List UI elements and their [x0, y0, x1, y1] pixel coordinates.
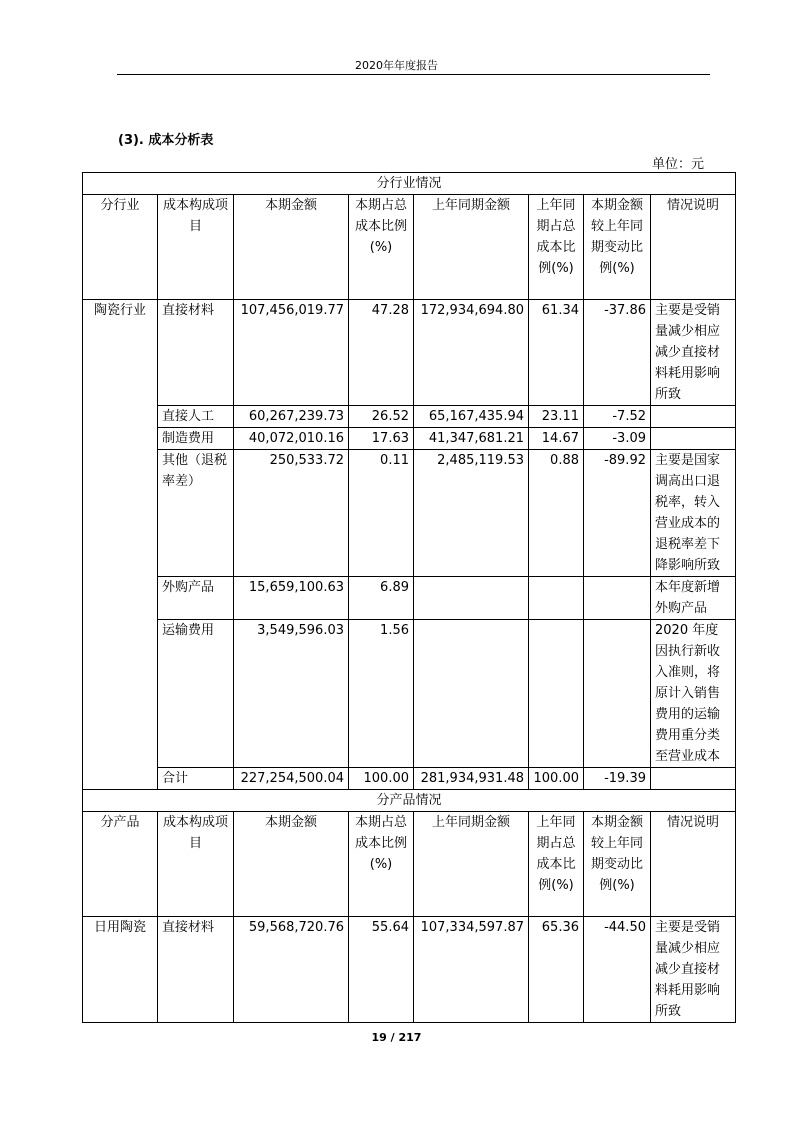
current-pct-cell: 55.64: [349, 917, 414, 1023]
current-amount-cell: 59,568,720.76: [234, 917, 349, 1023]
industry-band-row: [83, 173, 736, 195]
change-pct-cell: [584, 577, 651, 620]
header-cost-item: 成本构成项目: [158, 195, 234, 300]
prior-amount-cell: 281,934,931.48: [414, 768, 529, 790]
prior-amount-cell: 65,167,435.94: [414, 406, 529, 428]
prior-pct-cell: 65.36: [529, 917, 584, 1023]
cost-item-cell: 外购产品: [158, 577, 234, 620]
header-current-pct: 本期占总成本比例(%): [349, 195, 414, 300]
prior-amount-cell: 2,485,119.53: [414, 450, 529, 577]
change-pct-cell: -3.09: [584, 428, 651, 450]
current-pct-cell: 1.56: [349, 620, 414, 768]
table-row: [83, 450, 736, 577]
current-amount-cell: 40,072,010.16: [234, 428, 349, 450]
change-pct-cell: [584, 620, 651, 768]
note-cell: [651, 428, 736, 450]
header-row: [83, 812, 736, 917]
header-prior-amount: 上年同期金额: [414, 195, 529, 300]
current-pct-cell: 17.63: [349, 428, 414, 450]
change-pct-cell: -7.52: [584, 406, 651, 428]
header-product: 分产品: [83, 812, 158, 917]
cost-item-cell: 制造费用: [158, 428, 234, 450]
note-cell: 本年度新增外购产品: [651, 577, 736, 620]
product-band: 分产品情况: [83, 790, 736, 812]
prior-amount-cell: [414, 577, 529, 620]
cost-item-cell: 直接材料: [158, 300, 234, 406]
prior-pct-cell: 61.34: [529, 300, 584, 406]
header-industry: 分行业: [83, 195, 158, 300]
industry-band: 分行业情况: [83, 173, 736, 195]
table-row: [83, 300, 736, 406]
table-row: [83, 917, 736, 1023]
table-row: [83, 406, 736, 428]
change-pct-cell: -44.50: [584, 917, 651, 1023]
header-change-pct: 本期金额较上年同期变动比例(%): [584, 812, 651, 917]
current-amount-cell: 3,549,596.03: [234, 620, 349, 768]
note-cell: 主要是受销量减少相应减少直接材料耗用影响所致: [651, 300, 736, 406]
header-note: 情况说明: [651, 195, 736, 300]
change-pct-cell: -89.92: [584, 450, 651, 577]
current-pct-cell: 0.11: [349, 450, 414, 577]
header-current-amount: 本期金额: [234, 195, 349, 300]
current-amount-cell: 60,267,239.73: [234, 406, 349, 428]
header-prior-amount: 上年同期金额: [414, 812, 529, 917]
note-cell: [651, 768, 736, 790]
product-group-cell: 日用陶瓷: [83, 917, 158, 1023]
note-cell: 2020 年度因执行新收入准则，将原计入销售费用的运输费用重分类至营业成本: [651, 620, 736, 768]
header-divider: [117, 74, 710, 75]
note-cell: 主要是国家调高出口退税率，转入营业成本的退税率差下降影响所致: [651, 450, 736, 577]
header-row: [83, 195, 736, 300]
current-pct-cell: 100.00: [349, 768, 414, 790]
prior-pct-cell: [529, 577, 584, 620]
table-row: [83, 577, 736, 620]
change-pct-cell: -19.39: [584, 768, 651, 790]
page-header: 2020年年度报告: [355, 59, 438, 72]
prior-amount-cell: [414, 620, 529, 768]
current-pct-cell: 6.89: [349, 577, 414, 620]
cost-item-cell: 其他（退税率差）: [158, 450, 234, 577]
table-row: [83, 620, 736, 768]
header-prior-pct: 上年同期占总成本比例(%): [529, 195, 584, 300]
cost-analysis-table: [82, 172, 736, 1023]
header-current-pct: 本期占总成本比例(%): [349, 812, 414, 917]
table-row: [83, 768, 736, 790]
current-amount-cell: 250,533.72: [234, 450, 349, 577]
prior-pct-cell: 100.00: [529, 768, 584, 790]
prior-pct-cell: 0.88: [529, 450, 584, 577]
header-current-amount: 本期金额: [234, 812, 349, 917]
header-note: 情况说明: [651, 812, 736, 917]
note-cell: 主要是受销量减少相应减少直接材料耗用影响所致: [651, 917, 736, 1023]
prior-pct-cell: [529, 620, 584, 768]
page-number: 19 / 217: [371, 1031, 422, 1044]
current-amount-cell: 15,659,100.63: [234, 577, 349, 620]
industry-group-cell: 陶瓷行业: [83, 300, 158, 790]
table-row: [83, 428, 736, 450]
prior-amount-cell: 172,934,694.80: [414, 300, 529, 406]
product-band-row: [83, 790, 736, 812]
cost-item-cell: 合计: [158, 768, 234, 790]
prior-pct-cell: 23.11: [529, 406, 584, 428]
prior-amount-cell: 107,334,597.87: [414, 917, 529, 1023]
change-pct-cell: -37.86: [584, 300, 651, 406]
prior-pct-cell: 14.67: [529, 428, 584, 450]
cost-item-cell: 运输费用: [158, 620, 234, 768]
header-cost-item: 成本构成项目: [158, 812, 234, 917]
unit-label: 单位：元: [652, 157, 705, 172]
header-change-pct: 本期金额较上年同期变动比例(%): [584, 195, 651, 300]
current-amount-cell: 107,456,019.77: [234, 300, 349, 406]
current-pct-cell: 47.28: [349, 300, 414, 406]
current-pct-cell: 26.52: [349, 406, 414, 428]
current-amount-cell: 227,254,500.04: [234, 768, 349, 790]
cost-item-cell: 直接人工: [158, 406, 234, 428]
section-title: (3). 成本分析表: [118, 133, 214, 148]
prior-amount-cell: 41,347,681.21: [414, 428, 529, 450]
header-prior-pct: 上年同期占总成本比例(%): [529, 812, 584, 917]
note-cell: [651, 406, 736, 428]
cost-item-cell: 直接材料: [158, 917, 234, 1023]
